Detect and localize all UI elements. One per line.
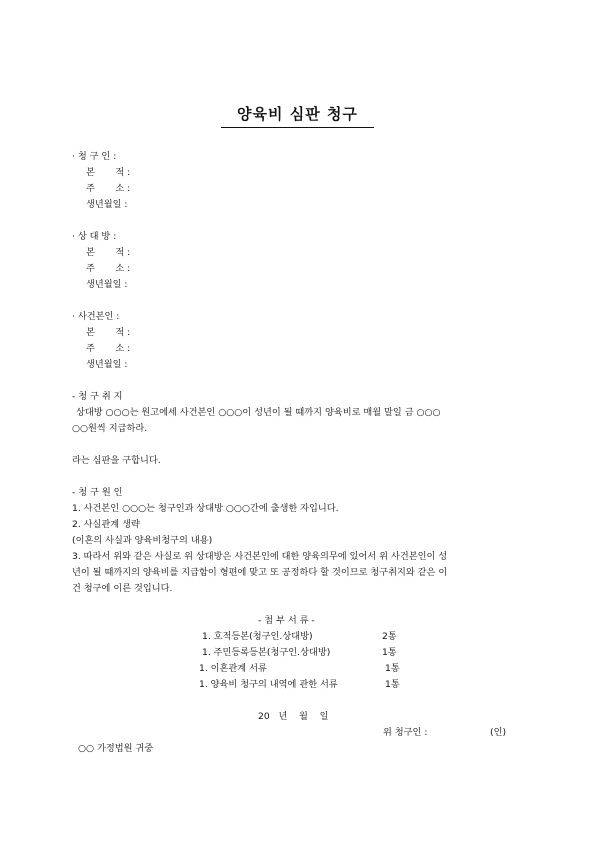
respondent-domicile-label: 본 적 : xyxy=(86,247,131,258)
cause-line-2: 2. 사실관계 생략 xyxy=(72,519,140,530)
respondent-birth-label: 생년월일 : xyxy=(86,279,128,290)
document-title: 양육비 심판 청구 xyxy=(237,105,358,123)
principal-birth-label: 생년월일 : xyxy=(86,359,128,370)
court-addressee: ○○ 가정법원 귀중 xyxy=(78,743,154,754)
attachment-item-qty: 1통 xyxy=(385,663,400,674)
cause-line-4: 3. 따라서 위와 같은 사실로 위 상대방은 사건본인에 대한 양육의무에 있어서 위 사건본인이 성 xyxy=(72,551,448,562)
closing-statement: 라는 심판을 구합니다. xyxy=(72,455,161,466)
principal-heading: · 사건본인 : xyxy=(72,311,120,322)
principal-domicile-label: 본 적 : xyxy=(86,327,131,338)
claimant-domicile-label: 본 적 : xyxy=(86,167,131,178)
claimant-heading: · 청 구 인 : xyxy=(72,151,117,162)
attachment-item-label: 1. 이혼관계 서류 xyxy=(199,663,267,674)
claimant-address-label: 주 소 : xyxy=(86,183,131,194)
purpose-line-1: 상대방 ○○○는 원고에세 사건본인 ○○○이 성년이 될 때까지 양육비로 매월 말일 금 ○○○ xyxy=(76,407,441,418)
attachment-item-label: 1. 주민등록등본(청구인.상대방) xyxy=(202,647,331,658)
attachment-item-label: 1. 양육비 청구의 내역에 관한 서류 xyxy=(199,679,338,690)
attachment-item-label: 1. 호적등본(청구인.상대방) xyxy=(202,631,313,642)
cause-line-3: (이혼의 사실과 양육비청구의 내용) xyxy=(72,535,213,546)
cause-heading: - 청 구 원 인 xyxy=(72,487,123,498)
purpose-heading: - 청 구 취 지 xyxy=(72,391,123,402)
cause-line-6: 건 청구에 이른 것입니다. xyxy=(72,583,173,594)
claimant-birth-label: 생년월일 : xyxy=(86,199,128,210)
respondent-address-label: 주 소 : xyxy=(86,263,131,274)
principal-address-label: 주 소 : xyxy=(86,343,131,354)
cause-line-5: 년이 될 때까지의 양육비를 지급함이 형편에 맞고 또 공정하다 할 것이므로 청구취지와 같은 이 xyxy=(72,567,448,578)
date-line: 20 년 월 일 xyxy=(258,711,329,722)
cause-line-1: 1. 사건본인 ○○○는 청구인과 상대방 ○○○간에 출생한 자입니다. xyxy=(72,503,339,514)
respondent-heading: · 상 대 방 : xyxy=(72,231,117,242)
purpose-line-2: ○○원씩 지급하라. xyxy=(72,423,148,434)
signature-label: 위 청구인 : xyxy=(383,727,428,738)
attachments-heading: - 첨 부 서 류 - xyxy=(258,615,315,626)
title-underline xyxy=(221,127,374,128)
attachment-item-qty: 2통 xyxy=(382,631,397,642)
attachment-item-qty: 1통 xyxy=(385,679,400,690)
attachment-item-qty: 1통 xyxy=(382,647,397,658)
seal-mark: (인) xyxy=(490,727,507,738)
